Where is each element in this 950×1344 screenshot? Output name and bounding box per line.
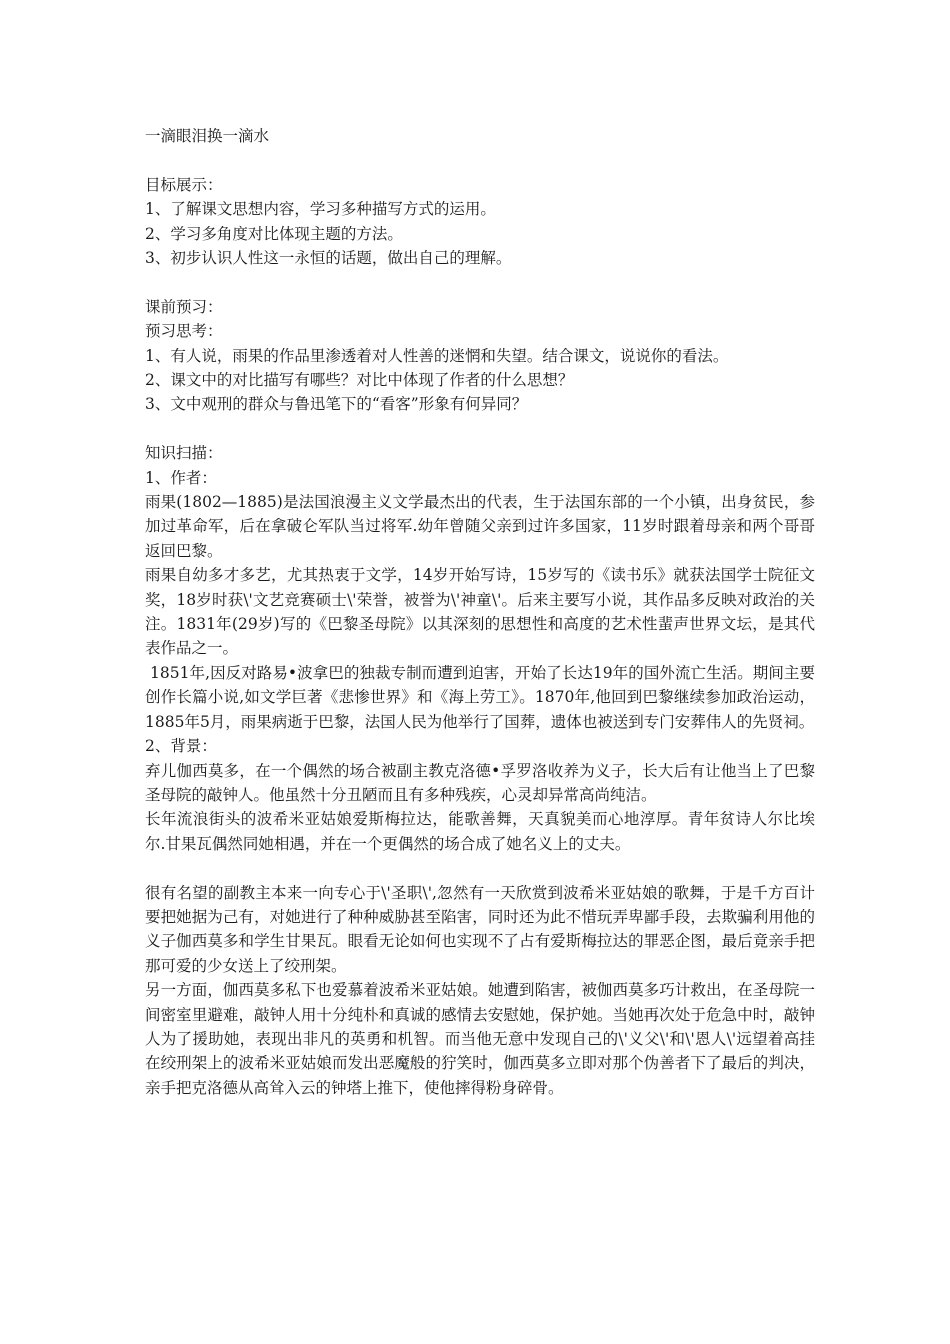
preview-item-2: 2、课文中的对比描写有哪些？对比中体现了作者的什么思想？ [145, 371, 574, 390]
spacer [145, 270, 815, 294]
preview-item-1: 1、有人说，雨果的作品里渗透着对人性善的迷惘和失望。结合课文，说说你的看法。 [145, 346, 729, 365]
document-body [145, 124, 815, 1100]
author-paragraph-3: 1851年,因反对路易•波拿巴的独裁专制而遭到迫害，开始了长达19年的国外流亡生活。期间主要创作长篇小说,如文学巨著《悲惨世界》和《海上劳工》。1870年,他回到巴黎继续参加政治运动，1885年5月，雨果病逝于巴黎，法国人民为他举行了国葬，遗体也被送到专门安葬伟人的先贤祠。 [145, 663, 815, 731]
spacer [145, 148, 815, 172]
preview-item-3: 3、文中观刑的群众与鲁迅笔下的“看客”形象有何异同？ [145, 395, 528, 414]
goal-item-2: 2、学习多角度对比体现主题的方法。 [145, 224, 403, 243]
spacer [145, 856, 815, 880]
background-paragraph-2: 长年流浪街头的波希米亚姑娘爱斯梅拉达，能歌善舞，天真貌美而心地淳厚。青年贫诗人尔比埃尔.甘果瓦偶然同她相遇，并在一个更偶然的场合成了她名义上的丈夫。 [145, 810, 815, 853]
document-title: 一滴眼泪换一滴水 [145, 127, 270, 145]
background-paragraph-4: 另一方面，伽西莫多私下也爱慕着波希米亚姑娘。她遭到陷害，被伽西莫多巧计救出，在圣母院一间密室里避难，敲钟人用十分纯朴和真诚的感情去安慰她，保护她。当她再次处于危急中时，敲钟人为了援助她，表现出非凡的英勇和机智。而当他无意中发现自己的\'义父\'和\'恩人\'远望着高挂在绞刑架上的波希米亚姑娘而发出恶魔般的狞笑时，伽西莫多立即对那个伪善者下了最后的判决，亲手把克洛德从高耸入云的钟塔上推下，使他摔得粉身碎骨。 [145, 981, 815, 1097]
author-heading: 1、作者： [145, 468, 217, 487]
knowledge-heading: 知识扫描： [145, 444, 223, 463]
spacer [145, 417, 815, 441]
preview-subheading: 预习思考： [145, 322, 223, 341]
preview-heading: 课前预习： [145, 297, 223, 316]
background-paragraph-3: 很有名望的副教主本来一向专心于\'圣职\',忽然有一天欣赏到波希米亚姑娘的歌舞，于是千方百计要把她据为己有，对她进行了种种威胁甚至陷害，同时还为此不惜玩弄卑鄙手段，去欺骗利用他的义子伽西莫多和学生甘果瓦。眼看无论如何也实现不了占有爱斯梅拉达的罪恶企图，最后竟亲手把那可爱的少女送上了绞刑架。 [145, 883, 815, 975]
goals-heading: 目标展示： [145, 175, 223, 194]
background-heading: 2、背景： [145, 737, 217, 756]
author-paragraph-2: 雨果自幼多才多艺，尤其热衷于文学，14岁开始写诗，15岁写的《读书乐》就获法国学士院征文奖，18岁时获\'文艺竞赛硕士\'荣誉，被誉为\'神童\'。后来主要写小说，其作品多反映对政治的关注。1831年(29岁)写的《巴黎圣母院》以其深刻的思想性和高度的艺术性蜚声世界文坛，是其代表作品之一。 [145, 566, 815, 658]
goal-item-3: 3、初步认识人性这一永恒的话题，做出自己的理解。 [145, 249, 512, 268]
author-paragraph-1: 雨果(1802—1885)是法国浪漫主义文学最杰出的代表，生于法国东部的一个小镇，出身贫民，参加过革命军，后在拿破仑军队当过将军.幼年曾随父亲到过许多国家，11岁时跟着母亲和两个哥哥返回巴黎。 [145, 493, 815, 560]
goal-item-1: 1、了解课文思想内容，学习多种描写方式的运用。 [145, 200, 496, 219]
background-paragraph-1: 弃儿伽西莫多，在一个偶然的场合被副主教克洛德•孚罗洛收养为义子，长大后有让他当上了巴黎圣母院的敲钟人。他虽然十分丑陋而且有多种残疾，心灵却异常高尚纯洁。 [145, 761, 815, 804]
